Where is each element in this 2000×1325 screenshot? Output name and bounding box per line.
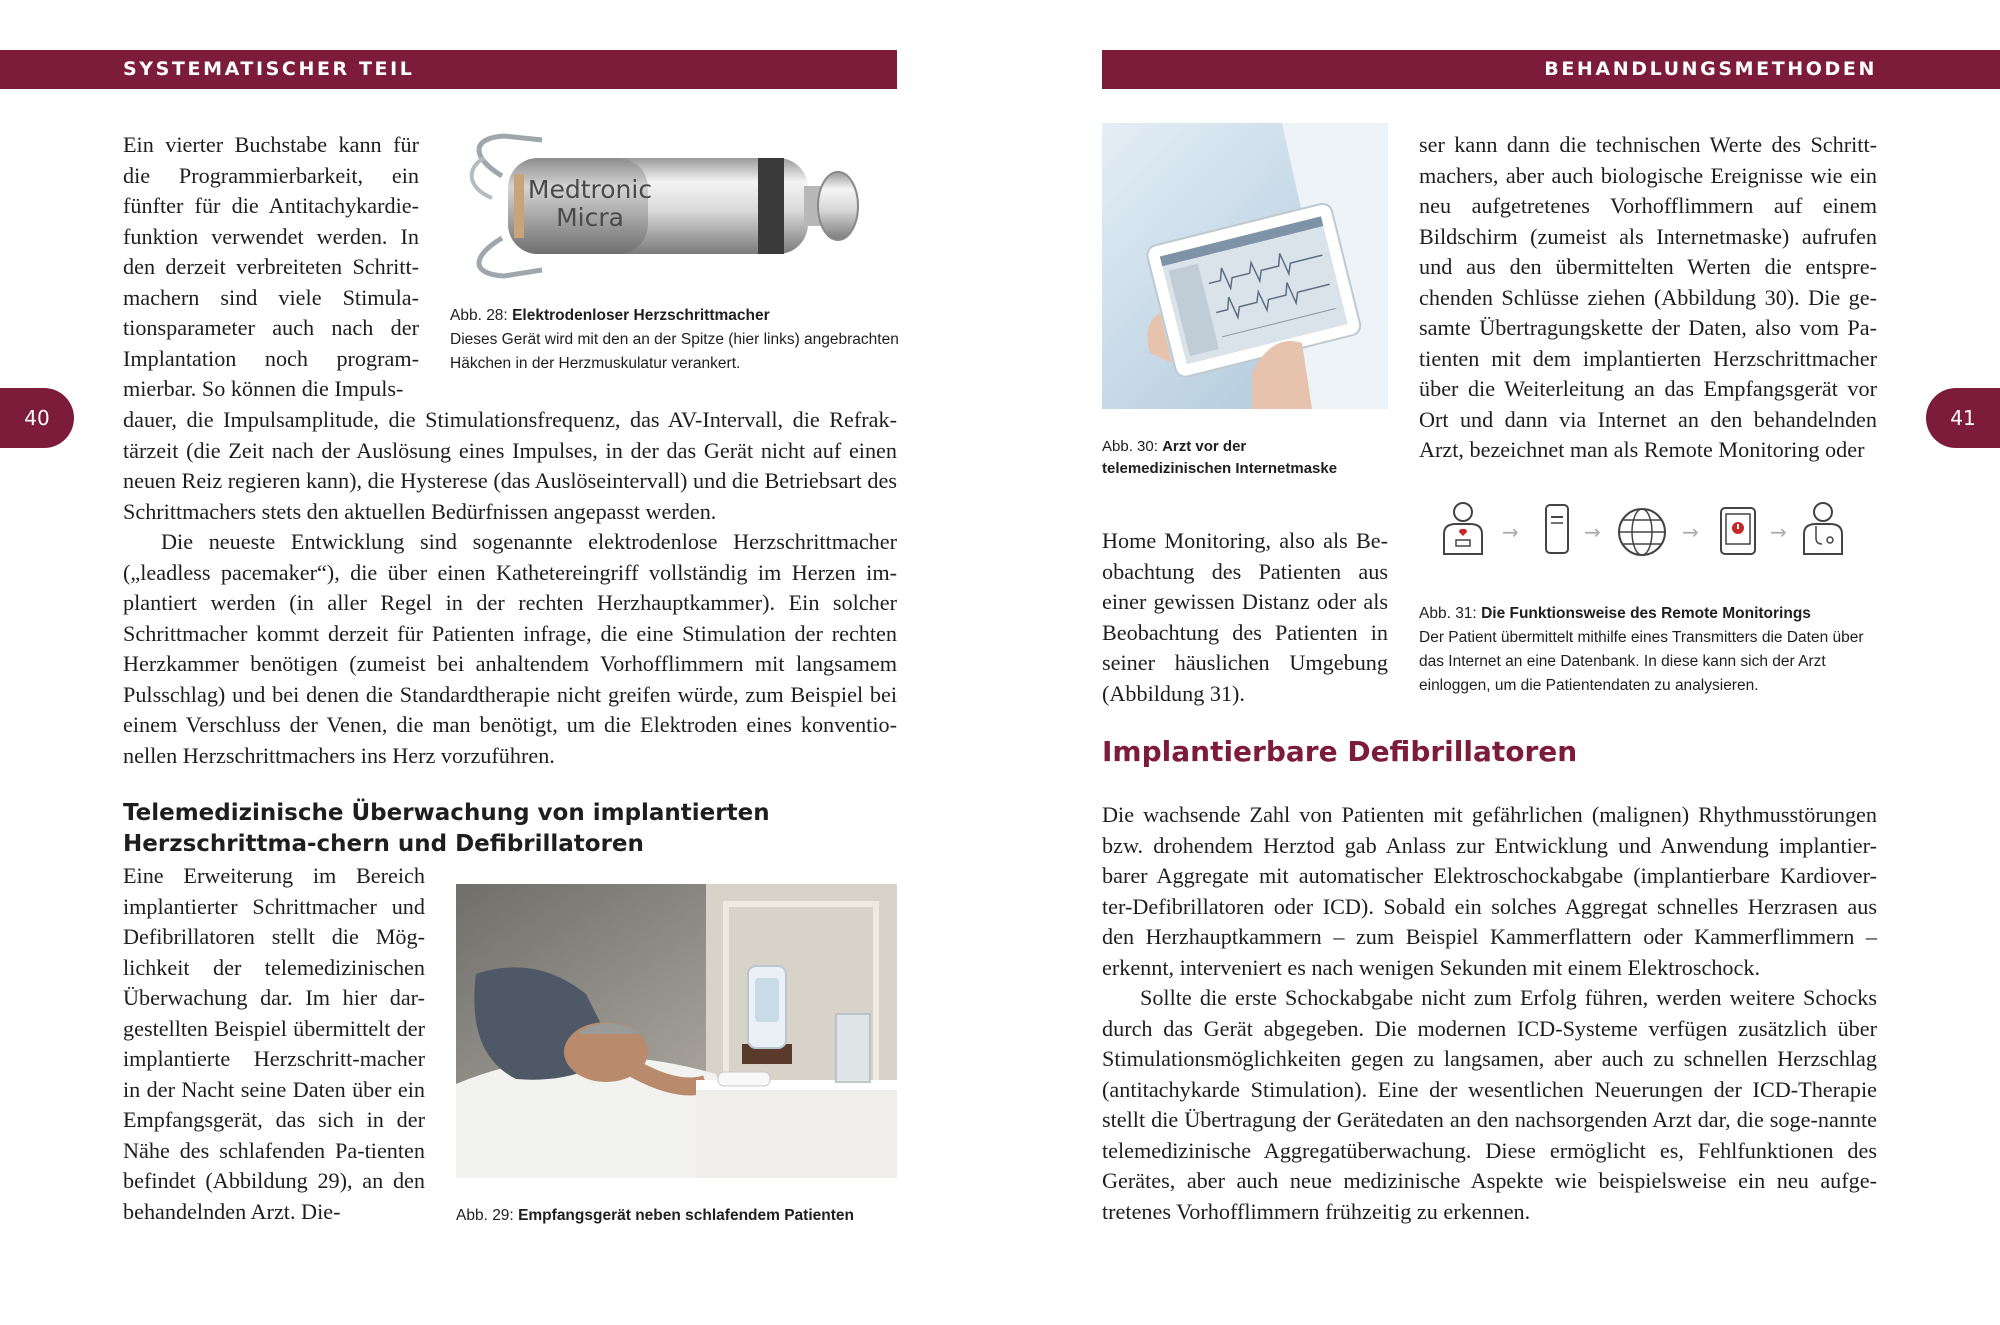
figure-31-title: Die Funktionsweise des Remote Monitorings	[1481, 605, 1811, 622]
figure-28-text: Dieses Gerät wird mit den an der Spitze (hier links) angebrachten Häkchen in der Herzmuskulatur verankert.	[450, 331, 899, 372]
paragraph-intro-wide: dauer, die Impulsamplitude, die Stimulationsfrequenz, das AV-Intervall, die Refrak-tärzeit (die Zeit nach der Auslösung eines Impulses, in der das Gerät nicht auf einen neuen Reiz regieren kann), die Hysterese (das Auslöseintervall) und die Betriebsart des Schrittmachers stets den aktuellen Bedürfnissen angepasst werden.	[123, 407, 897, 524]
page-number-right: 41	[1926, 388, 2000, 448]
figure-29-caption	[456, 1204, 897, 1228]
flow-arrow-1: →	[1502, 520, 1519, 544]
paragraph-remote-monitoring: ser kann dann die technischen Werte des Schritt-machers, aber auch biologische Ereignisse wie ein neu aufgetretenes Vorhofflimmern auf einem Bildschirm (zumeist als Internetmaske) aufrufen und aus den übermittelten Werten die entspre-chenden Schlüsse ziehen (Abbildung 30). Die ge-samte Übertragungskette der Daten, also vom Pa-tienten mit dem implantierten Herzschrittmacher über die Weiterleitung an das Empfangsgerät vor Ort und dann via Internet an den behandelnden Arzt, bezeichnet man als Remote Monitoring oder	[1419, 132, 1877, 462]
running-header-right: BEHANDLUNGSMETHODEN	[1102, 50, 2000, 89]
figure-30-caption	[1102, 436, 1342, 480]
leadless-pacemaker-image	[462, 128, 868, 284]
paragraph-icd-details: Sollte die erste Schockabgabe nicht zum Erfolg führen, werden weitere Schocks durch das Gerät abgegeben. Die modernen ICD-Systeme verfügen zusätzlich über Stimulationsmöglichkeiten gegen zu langsamen, aber auch zu schnellen Herzschlag (antitachykarde Stimulation). Eine der wesentlichen Neuerungen der ICD-Therapie stellt die Übertragung der Gerätedaten an den nachsorgenden Arzt dar, die soge-nannte telemedizinische Aggregatüberwachung. Diese ermöglicht es, Fehlfunktionen des Gerätes, aber auch neue medizinische Aspekte wie beispielsweise ein neu aufge-tretenes Vorhofflimmern frühzeitig zu erkennen.	[1102, 985, 1877, 1224]
running-header-left: SYSTEMATISCHER TEIL	[0, 50, 897, 89]
figure-30-label: Abb. 30:	[1102, 438, 1158, 455]
heading-defibrillators: Implantierbare Defibrillatoren	[1102, 735, 1578, 768]
paragraph-telemedicine: Eine Erweiterung im Bereich implantierter Schrittmacher und Defibrillatoren stellt die Mög-lichkeit der telemedizinischen Überwachung dar. Im hier dar-gestellten Beispiel übermittelt der implantierte Herzschritt-macher in der Nacht seine Daten über ein Empfangsgerät, das sich in der Nähe des schlafenden Pa-tienten befindet (Abbildung 29), an den behandelnden Arzt. Die-	[123, 863, 425, 1224]
transmitter-icon	[1542, 503, 1572, 555]
figure-28-label: Abb. 28:	[450, 307, 508, 324]
paragraph-leadless: Die neueste Entwicklung sind sogenannte elektrodenlose Herzschrittmacher („leadless pacemaker“), die über einen Kathetereingriff vollständig im Herzen im-plantiert werden (in aller Regel in der rechten Herzhauptkammer). Ein solcher Schrittmacher kommt derzeit für Patienten infrage, die eine Stimulation der rechten Herzkammer benötigen (zumeist bei anhaltendem Vorhofflimmern mit langsamem Pulsschlag) und bei denen die Standardtherapie nicht greifen würde, zum Beispiel bei einem Verschluss der Venen, die man benötigt, um die Elektroden eines konventio-nellen Herzschrittmachers ins Herz vorzuführen.	[123, 529, 897, 768]
paragraph-intro-narrow: Ein vierter Buchstabe kann für die Programmierbarkeit, ein fünfter für die Antitachykardie-funktion verwendet werden. In den derzeit verbreiteten Schritt-machern sind viele Stimula-tionsparameter auch nach der Implantation noch program-mierbar. So können die Impuls-	[123, 132, 419, 401]
figure-29-title: Empfangsgerät neben schlafendem Patienten	[518, 1207, 854, 1224]
figure-29-label: Abb. 29:	[456, 1207, 514, 1224]
tablet-alert-icon	[1718, 506, 1758, 556]
figure-31-text: Der Patient übermittelt mithilfe eines Transmitters die Daten über das Internet an eine Datenbank. In diese kann sich der Arzt einloggen, um die Patientendaten zu analysieren.	[1419, 629, 1864, 694]
figure-31-label: Abb. 31:	[1419, 605, 1477, 622]
sleeping-patient-photo	[456, 884, 897, 1178]
page-number-left: 40	[0, 388, 74, 448]
paragraph-icd-intro: Die wachsende Zahl von Patienten mit gefährlichen (malignen) Rhythmusstörungen bzw. drohendem Herztod gab Anlass zur Entwicklung und Anwendung implantier-barer Aggregate mit automatischer Elektroschockabgabe (implantierbare Kardiover-ter-Defibrillatoren oder ICD). Sobald ein solches Aggregat schnelles Herzrasen aus den Herzhauptkammern – zum Beispiel Kammerflattern oder Kammerflimmern – erkennt, interveniert es nach wenigen Sekunden mit einem Elektroschock.	[1102, 802, 1877, 980]
figure-30-title: Arzt vor der telemedizinischen Internetmaske	[1102, 438, 1338, 477]
flow-arrow-2: →	[1584, 520, 1601, 544]
patient-icon	[1440, 500, 1486, 556]
internet-globe-icon	[1616, 506, 1668, 558]
doctor-tablet-photo	[1102, 123, 1388, 409]
figure-28-title: Elektrodenloser Herzschrittmacher	[512, 307, 770, 324]
doctor-icon	[1800, 500, 1846, 556]
figure-28-caption	[450, 304, 900, 376]
paragraph-home-monitoring: Home Monitoring, also als Be-obachtung des Patienten aus einer gewissen Distanz oder als Beobachtung des Patienten in seiner häuslichen Umgebung (Abbildung 31).	[1102, 528, 1388, 706]
flow-arrow-3: →	[1682, 520, 1699, 544]
device-label-brand: Medtronic	[527, 175, 653, 204]
subheading-telemedicine: Telemedizinische Überwachung von implantierten Herzschrittma-chern und Defibrillatoren	[123, 800, 770, 857]
device-label-model: Micra	[556, 203, 624, 232]
figure-31-caption	[1419, 602, 1877, 698]
flow-arrow-4: →	[1770, 520, 1787, 544]
